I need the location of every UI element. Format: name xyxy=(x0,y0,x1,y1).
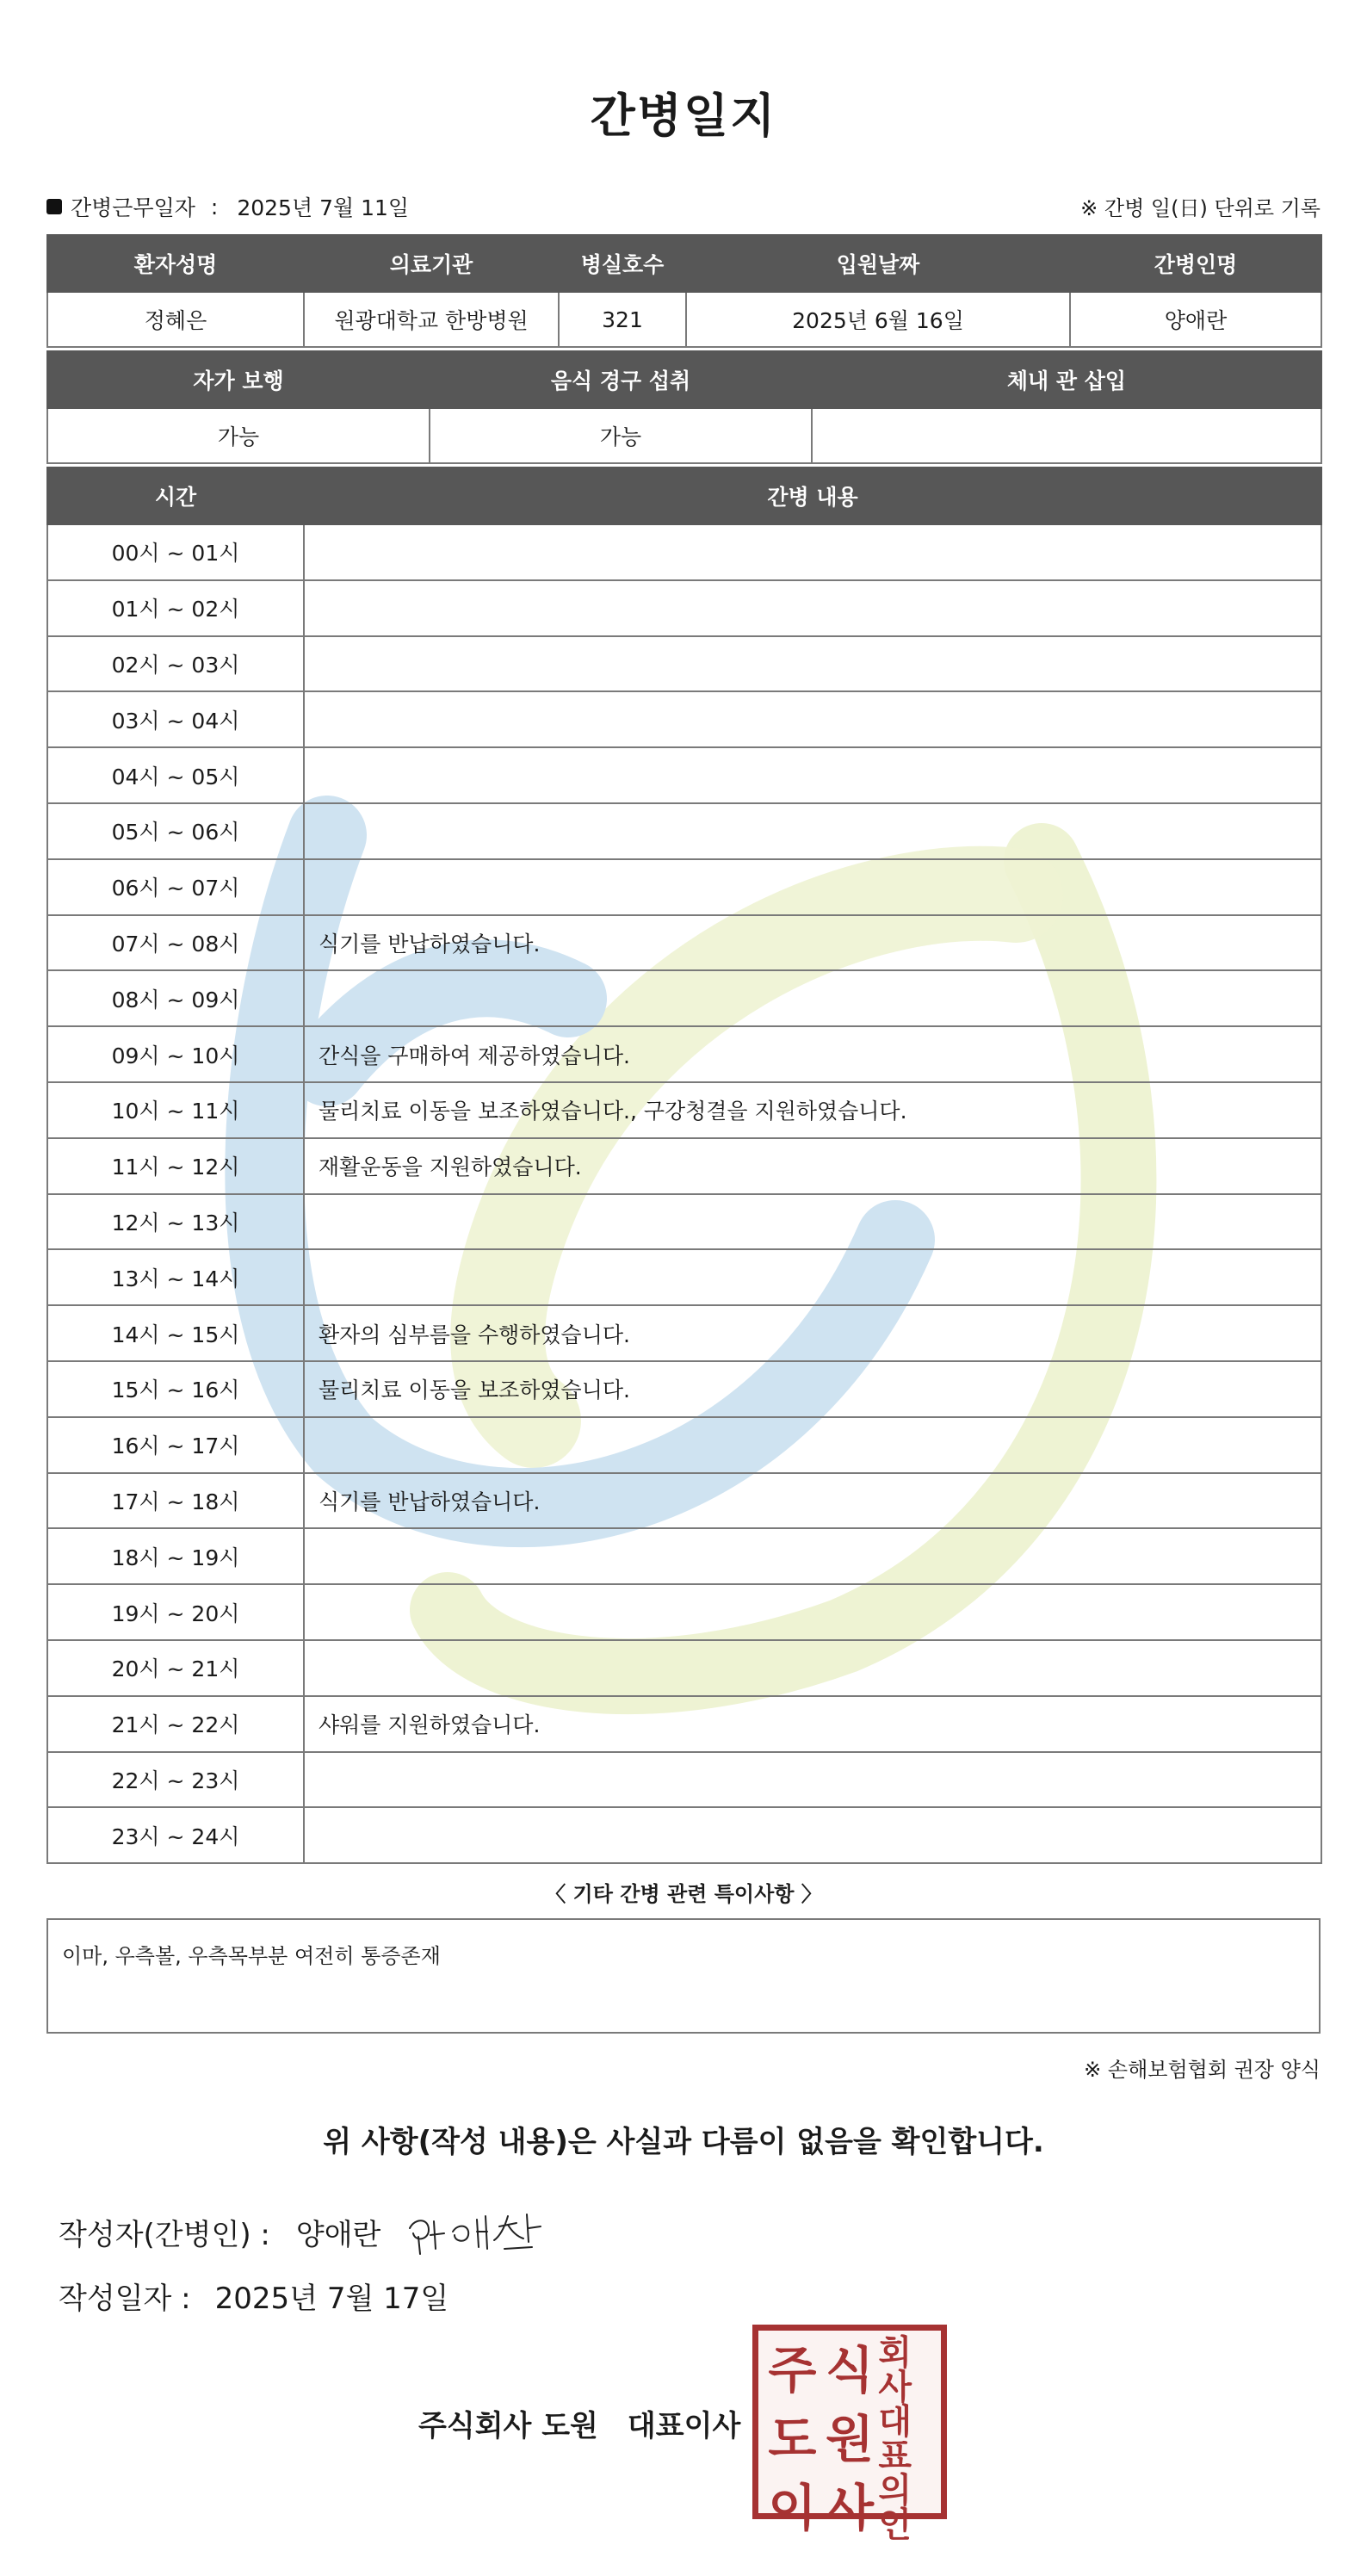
care-row xyxy=(47,1528,1321,1584)
care-content-cell: 물리치료 이동을 보조하였습니다. xyxy=(304,1361,1321,1417)
patient-status-table xyxy=(46,350,1322,464)
care-time-cell: 07시 ~ 08시 xyxy=(47,915,304,971)
care-time-cell: 13시 ~ 14시 xyxy=(47,1249,304,1305)
patient-info-table xyxy=(46,234,1322,348)
writer-name: 양애란 xyxy=(295,2218,381,2252)
care-row xyxy=(47,1249,1321,1305)
care-table-body xyxy=(47,524,1321,1863)
care-row xyxy=(47,859,1321,915)
care-row xyxy=(47,803,1321,859)
care-row xyxy=(47,1194,1321,1250)
care-row xyxy=(47,1361,1321,1417)
care-time-cell: 04시 ~ 05시 xyxy=(47,747,304,803)
care-content-cell xyxy=(304,580,1321,636)
seal-character: 회사 xyxy=(878,2333,912,2407)
care-content-cell xyxy=(304,1417,1321,1473)
care-content-cell: 식기를 반납하였습니다. xyxy=(304,915,1321,971)
care-time-cell: 10시 ~ 11시 xyxy=(47,1082,304,1138)
care-row xyxy=(47,1305,1321,1361)
work-date-label: 간병근무일자 xyxy=(71,195,195,220)
care-time-cell: 16시 ~ 17시 xyxy=(47,1417,304,1473)
care-row xyxy=(47,915,1321,971)
care-time-cell: 15시 ~ 16시 xyxy=(47,1361,304,1417)
care-content-cell: 물리치료 이동을 보조하였습니다., 구강청결을 지원하였습니다. xyxy=(304,1082,1321,1138)
care-content-cell xyxy=(304,1640,1321,1696)
care-row xyxy=(47,1696,1321,1752)
care-time-cell: 01시 ~ 02시 xyxy=(47,580,304,636)
room-number: 321 xyxy=(559,292,686,347)
seal-character: 도 xyxy=(768,2410,817,2468)
seal-character: 원 xyxy=(825,2410,874,2468)
seal-character: 이 xyxy=(768,2479,817,2537)
care-content-cell xyxy=(304,691,1321,747)
patient-name: 정혜은 xyxy=(47,292,304,347)
care-content-cell: 재활운동을 지원하였습니다. xyxy=(304,1138,1321,1194)
care-time-cell: 12시 ~ 13시 xyxy=(47,1194,304,1250)
status-header-row xyxy=(47,351,1321,408)
header-time: 시간 xyxy=(47,468,304,524)
care-row xyxy=(47,747,1321,803)
work-date-value: 2025년 7월 11일 xyxy=(237,195,410,220)
seal-character: 주 xyxy=(768,2341,817,2400)
patient-value-row xyxy=(47,292,1321,347)
care-time-cell: 02시 ~ 03시 xyxy=(47,636,304,692)
hourly-care-table xyxy=(46,467,1322,1864)
care-content-cell xyxy=(304,1752,1321,1808)
header-hospital: 의료기관 xyxy=(304,235,559,292)
writer-label: 작성자(간병인) : xyxy=(59,2218,270,2252)
company-signoff xyxy=(418,2402,740,2444)
header-tube-insertion: 체내 관 삽입 xyxy=(812,351,1321,408)
care-content-cell xyxy=(304,1584,1321,1640)
care-row xyxy=(47,636,1321,692)
hospital-name: 원광대학교 한방병원 xyxy=(304,292,559,347)
care-row xyxy=(47,1473,1321,1529)
daily-record-note: ※ 간병 일(日) 단위로 기록 xyxy=(1080,196,1321,220)
care-time-cell: 06시 ~ 07시 xyxy=(47,859,304,915)
care-content-cell xyxy=(304,803,1321,859)
seal-character: 사 xyxy=(825,2479,874,2537)
care-content-cell xyxy=(304,636,1321,692)
care-time-cell: 08시 ~ 09시 xyxy=(47,970,304,1026)
care-content-cell xyxy=(304,747,1321,803)
care-content-cell xyxy=(304,859,1321,915)
admission-date: 2025년 6월 16일 xyxy=(686,292,1070,347)
care-content-cell: 식기를 반납하였습니다. xyxy=(304,1473,1321,1529)
special-notes-text: 이마, 우측볼, 우측목부분 여전히 통증존재 xyxy=(62,1944,441,1968)
care-content-cell: 샤워를 지원하였습니다. xyxy=(304,1696,1321,1752)
writer-line xyxy=(59,2211,380,2253)
seal-character: 식 xyxy=(825,2341,874,2400)
write-date-line xyxy=(59,2275,448,2317)
work-date-separator: : xyxy=(210,194,219,220)
care-time-cell: 19시 ~ 20시 xyxy=(47,1584,304,1640)
patient-header-row xyxy=(47,235,1321,292)
care-time-cell: 20시 ~ 21시 xyxy=(47,1640,304,1696)
care-row xyxy=(47,1026,1321,1082)
care-content-cell: 환자의 심부름을 수행하였습니다. xyxy=(304,1305,1321,1361)
header-room: 병실호수 xyxy=(559,235,686,292)
bullet-square-icon xyxy=(46,199,62,214)
care-row xyxy=(47,1082,1321,1138)
work-date-line xyxy=(46,191,409,222)
care-time-cell: 11시 ~ 12시 xyxy=(47,1138,304,1194)
company-name: 주식회사 도원 xyxy=(418,2409,598,2443)
care-row xyxy=(47,1640,1321,1696)
care-content-cell xyxy=(304,1249,1321,1305)
company-role: 대표이사 xyxy=(627,2409,741,2443)
care-header-row xyxy=(47,468,1321,524)
confirmation-statement: 위 사항(작성 내용)은 사실과 다름이 없음을 확인합니다. xyxy=(323,2125,1044,2159)
care-time-cell: 14시 ~ 15시 xyxy=(47,1305,304,1361)
oral-intake-value: 가능 xyxy=(430,408,812,463)
caregiver-name: 양애란 xyxy=(1070,292,1321,347)
care-time-cell: 21시 ~ 22시 xyxy=(47,1696,304,1752)
care-row xyxy=(47,1584,1321,1640)
care-row xyxy=(47,1807,1321,1863)
care-row xyxy=(47,580,1321,636)
write-date-value: 2025년 7월 17일 xyxy=(214,2282,449,2316)
header-self-walking: 자가 보행 xyxy=(47,351,430,408)
care-content-cell xyxy=(304,970,1321,1026)
care-content-cell xyxy=(304,1807,1321,1863)
header-oral-intake: 음식 경구 섭취 xyxy=(430,351,812,408)
self-walking-value: 가능 xyxy=(47,408,430,463)
care-content-cell: 간식을 구매하여 제공하였습니다. xyxy=(304,1026,1321,1082)
write-date-label: 작성일자 : xyxy=(59,2282,191,2316)
company-seal-stamp xyxy=(752,2325,947,2545)
care-time-cell: 23시 ~ 24시 xyxy=(47,1807,304,1863)
care-time-cell: 05시 ~ 06시 xyxy=(47,803,304,859)
care-time-cell: 03시 ~ 04시 xyxy=(47,691,304,747)
header-patient-name: 환자성명 xyxy=(47,235,304,292)
form-source-note: ※ 손해보험협회 권장 양식 xyxy=(1084,2058,1321,2082)
tube-insertion-value xyxy=(812,408,1321,463)
notes-title: 〈 기타 간병 관련 특이사항 〉 xyxy=(545,1882,822,1906)
seal-characters xyxy=(764,2333,936,2545)
status-value-row xyxy=(47,408,1321,463)
care-time-cell: 22시 ~ 23시 xyxy=(47,1752,304,1808)
handwritten-signature xyxy=(403,2202,566,2263)
care-content-cell xyxy=(304,524,1321,580)
care-content-cell xyxy=(304,1194,1321,1250)
care-row xyxy=(47,1138,1321,1194)
header-caregiver: 간병인명 xyxy=(1070,235,1321,292)
seal-character: 의인 xyxy=(878,2471,912,2545)
care-row xyxy=(47,1752,1321,1808)
care-content-cell xyxy=(304,1528,1321,1584)
special-notes-box xyxy=(46,1918,1321,2034)
care-row xyxy=(47,1417,1321,1473)
header-care-content: 간병 내용 xyxy=(304,468,1321,524)
care-row xyxy=(47,970,1321,1026)
care-time-cell: 09시 ~ 10시 xyxy=(47,1026,304,1082)
care-row xyxy=(47,524,1321,580)
care-time-cell: 17시 ~ 18시 xyxy=(47,1473,304,1529)
document-title: 간병일지 xyxy=(590,89,777,143)
seal-character: 대표 xyxy=(878,2402,912,2476)
header-admission-date: 입원날짜 xyxy=(686,235,1070,292)
care-time-cell: 00시 ~ 01시 xyxy=(47,524,304,580)
care-time-cell: 18시 ~ 19시 xyxy=(47,1528,304,1584)
care-row xyxy=(47,691,1321,747)
